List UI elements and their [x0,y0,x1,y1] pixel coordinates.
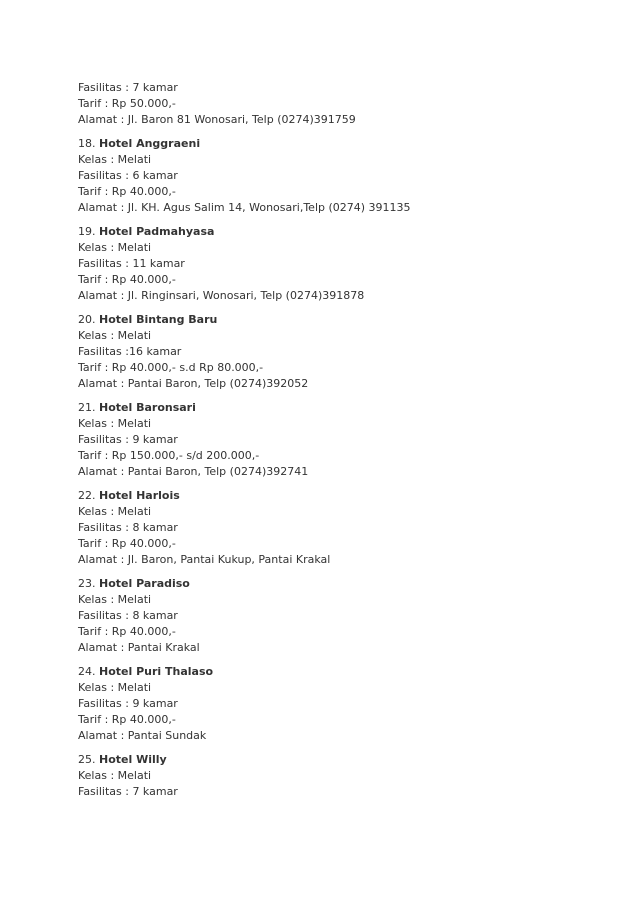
hotel-detail: Tarif : Rp 40.000,- [78,713,176,726]
hotel-detail: Kelas : Melati [78,329,152,342]
hotel-detail: Kelas : Melati [78,417,152,430]
hotel-title [78,576,598,592]
hotel-detail: Fasilitas : 8 kamar [78,521,178,534]
hotel-detail: Tarif : Rp 150.000,- s/d 200.000,- [78,449,260,462]
hotel-title [78,312,598,328]
hotel-detail: Kelas : Melati [78,593,152,606]
hotel-entry [78,576,598,656]
hotel-detail: Alamat : Pantai Baron, Telp (0274)392741 [78,465,309,478]
document-page [78,80,598,800]
hotel-entry [78,400,598,480]
hotel-number: 22. [78,489,96,502]
intro-line: Tarif : Rp 50.000,- [78,97,176,110]
hotel-title [78,664,598,680]
hotel-name: Hotel Bintang Baru [99,313,218,326]
hotel-name: Hotel Padmahyasa [99,225,215,238]
hotel-detail: Tarif : Rp 40.000,- [78,273,176,286]
hotel-title [78,488,598,504]
hotel-name: Hotel Willy [99,753,167,766]
hotel-detail: Fasilitas : 7 kamar [78,785,178,798]
hotel-detail: Tarif : Rp 40.000,- [78,625,176,638]
hotel-detail: Alamat : Jl. Ringinsari, Wonosari, Telp (0274)391878 [78,289,365,302]
hotel-entry [78,664,598,744]
hotel-entry [78,752,598,800]
hotel-detail: Fasilitas : 9 kamar [78,433,178,446]
hotel-entry [78,488,598,568]
hotel-entry [78,312,598,392]
hotel-title [78,400,598,416]
hotel-detail: Tarif : Rp 40.000,- [78,537,176,550]
hotel-name: Hotel Puri Thalaso [99,665,214,678]
hotel-detail: Alamat : Jl. Baron, Pantai Kukup, Pantai Krakal [78,553,331,566]
hotel-detail: Kelas : Melati [78,769,152,782]
hotel-detail: Fasilitas : 9 kamar [78,697,178,710]
hotel-entry [78,136,598,216]
hotel-detail: Kelas : Melati [78,241,152,254]
hotel-detail: Fasilitas :16 kamar [78,345,182,358]
hotel-detail: Kelas : Melati [78,153,152,166]
hotel-number: 24. [78,665,96,678]
hotel-detail: Alamat : Pantai Krakal [78,641,200,654]
hotel-number: 23. [78,577,96,590]
hotel-title [78,752,598,768]
hotel-detail: Alamat : Jl. KH. Agus Salim 14, Wonosari,Telp (0274) 391135 [78,201,411,214]
hotel-detail: Fasilitas : 6 kamar [78,169,178,182]
hotel-name: Hotel Paradiso [99,577,190,590]
hotel-number: 21. [78,401,96,414]
hotel-number: 20. [78,313,96,326]
hotel-detail: Alamat : Pantai Sundak [78,729,207,742]
hotel-title [78,224,598,240]
hotel-entry [78,224,598,304]
hotel-title [78,136,598,152]
hotel-name: Hotel Baronsari [99,401,196,414]
hotel-detail: Fasilitas : 8 kamar [78,609,178,622]
hotel-number: 19. [78,225,96,238]
intro-line: Alamat : Jl. Baron 81 Wonosari, Telp (0274)391759 [78,113,356,126]
hotel-detail: Tarif : Rp 40.000,- [78,185,176,198]
hotel-detail: Kelas : Melati [78,505,152,518]
hotel-name: Hotel Harlois [99,489,180,502]
hotel-name: Hotel Anggraeni [99,137,201,150]
hotel-detail: Kelas : Melati [78,681,152,694]
hotel-number: 18. [78,137,96,150]
hotel-detail: Alamat : Pantai Baron, Telp (0274)392052 [78,377,309,390]
intro-block [78,80,598,128]
hotel-number: 25. [78,753,96,766]
hotel-detail: Tarif : Rp 40.000,- s.d Rp 80.000,- [78,361,264,374]
intro-line: Fasilitas : 7 kamar [78,81,178,94]
hotel-detail: Fasilitas : 11 kamar [78,257,185,270]
